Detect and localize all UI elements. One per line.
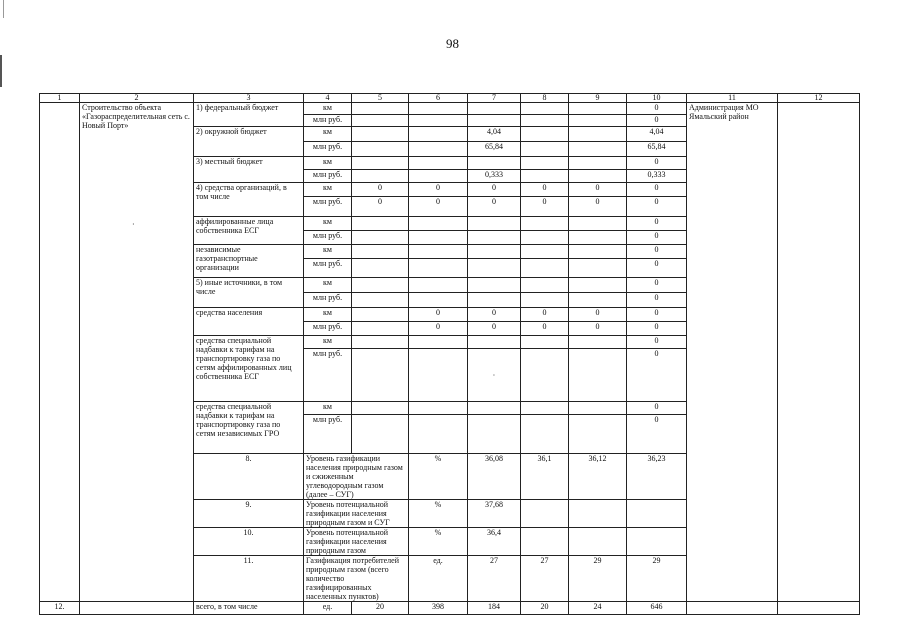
table-row: 11. Газификация потребителей природным газом (всего количество газифицированных населенных пунктов) ед. 27 27 29 29 <box>40 556 860 602</box>
col-header: 9 <box>569 94 627 103</box>
table-row: млн руб. 0 <box>40 293 860 308</box>
col-header: 3 <box>194 94 304 103</box>
page-number: 98 <box>446 36 459 51</box>
table-row: млн руб. 0 0 0 0 0 <box>40 322 860 336</box>
col-header: 2 <box>80 94 194 103</box>
table-row: млн руб. 0 0 0 0 0 0 <box>40 197 860 217</box>
program-table <box>39 93 860 615</box>
scan-edge-mark <box>3 0 4 18</box>
table-row: Строительство объекта «Газораспределительная сеть с. Новый Порт» · 1) федеральный бюджет км 0 Администрация МО Ямальский район <box>40 103 860 115</box>
table-row: 3) местный бюджет км 0 <box>40 157 860 170</box>
source-label: 4) средства организаций, в том числе <box>194 183 304 217</box>
source-label: независимые газотранспортные организации <box>194 245 304 278</box>
table-row: 2) окружной бюджет км 4,04 4,04 <box>40 127 860 142</box>
table-row: млн руб. 0 <box>40 415 860 454</box>
col-header: 11 <box>687 94 778 103</box>
responsible-party: Администрация МО Ямальский район <box>687 103 778 602</box>
source-label: 3) местный бюджет <box>194 157 304 183</box>
scan-edge-mark <box>0 55 2 87</box>
col-header: 12 <box>778 94 860 103</box>
table-row: средства специальной надбавки к тарифам на транспортировку газа по сетям независимых ГРО км 0 <box>40 402 860 415</box>
table-row: независимые газотранспортные организации км 0 <box>40 245 860 259</box>
table-row: 12. всего, в том числе ед. 20 398 184 20 24 646 <box>40 602 860 615</box>
col-header: 10 <box>627 94 687 103</box>
table-row: 8. Уровень газификации населения природным газом и сжиженным углеводородным газом (далее – СУГ) % 36,08 36,1 36,12 36,23 <box>40 454 860 500</box>
table-row: млн руб. 65,84 65,84 <box>40 142 860 157</box>
source-label: аффилированные лица собственника ЕСГ <box>194 217 304 245</box>
source-label: 2) окружной бюджет <box>194 127 304 157</box>
source-label: средства населения <box>194 308 304 336</box>
col-header: 6 <box>409 94 468 103</box>
table-row: аффилированные лица собственника ЕСГ км 0 <box>40 217 860 231</box>
col-header: 5 <box>352 94 409 103</box>
table-row: млн руб. 0,333 0,333 <box>40 170 860 183</box>
source-label: 5) иные источники, в том числе <box>194 278 304 308</box>
source-label: средства специальной надбавки к тарифам на транспортировку газа по сетям независимых ГРО <box>194 402 304 454</box>
table-row: млн руб. 0 <box>40 231 860 245</box>
col-header: 4 <box>304 94 352 103</box>
table-row: 9. Уровень потенциальной газификации населения природным газом и СУГ % 37,68 <box>40 500 860 528</box>
table-row: 10. Уровень потенциальной газификации населения природным газом % 36,4 <box>40 528 860 556</box>
table-row: 5) иные источники, в том числе км 0 <box>40 278 860 293</box>
table-row: 4) средства организаций, в том числе км 0 0 0 0 0 0 <box>40 183 860 197</box>
source-label: средства специальной надбавки к тарифам на транспортировку газа по сетям аффилированных лиц собственника ЕСГ <box>194 336 304 402</box>
table-row: млн руб. · 0 <box>40 349 860 402</box>
table-row: средства населения км 0 0 0 0 0 <box>40 308 860 322</box>
col-header: 8 <box>521 94 569 103</box>
col-header: 1 <box>40 94 80 103</box>
object-name: Строительство объекта «Газораспределительная сеть с. Новый Порт» · <box>80 103 194 602</box>
header-row <box>40 94 860 103</box>
table-row: млн руб. 0 <box>40 115 860 127</box>
source-label: 1) федеральный бюджет <box>194 103 304 127</box>
table-row: млн руб. 0 <box>40 259 860 278</box>
table-row: средства специальной надбавки к тарифам на транспортировку газа по сетям аффилированных лиц собственника ЕСГ км 0 <box>40 336 860 349</box>
col-header: 7 <box>468 94 521 103</box>
